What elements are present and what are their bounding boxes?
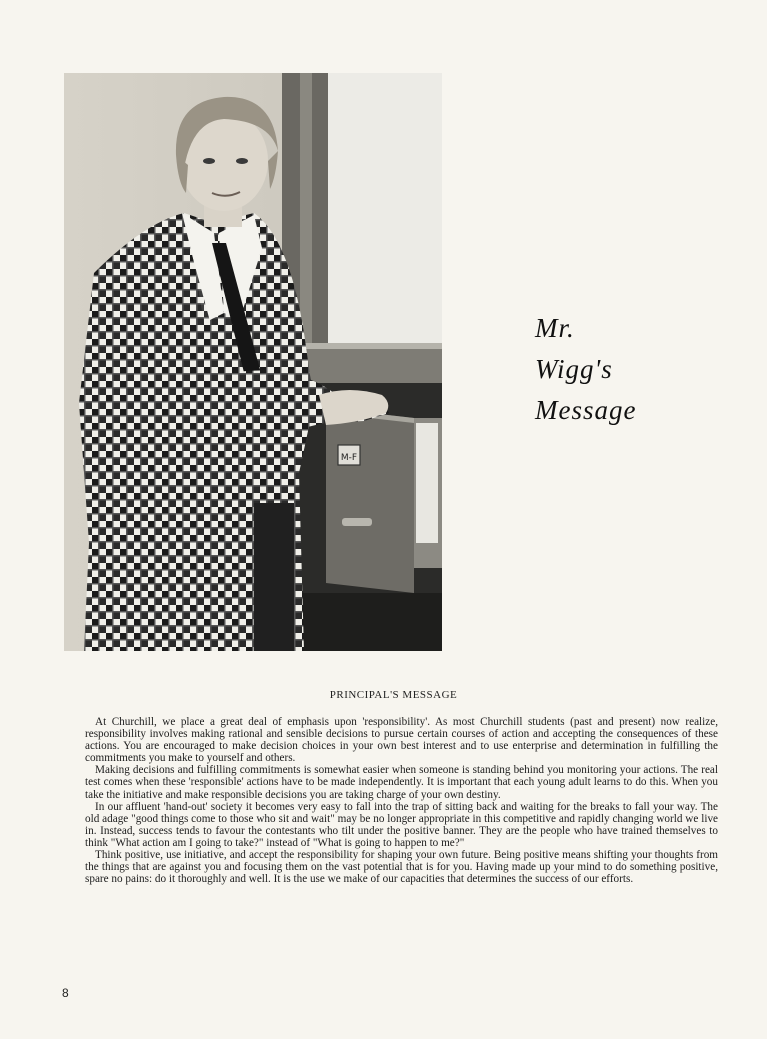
paragraph: At Churchill, we place a great deal of emphasis upon 'responsibility'. As most Churchill students (past and present) now realize, responsibility involves making rational and sensible decisions to pursue certain courses of action and accepting the consequences of these actions. You are encouraged to make decision choices in your own best interest and to use enterprise and determination in fulfilling the commitments you make to yourself and others. bbox=[85, 716, 718, 765]
paragraph: Think positive, use initiative, and accept the responsibility for shaping your own future. Being positive means shifting your thoughts from the things that are against you and focusing them on the vast potential that is for you. Having made up your mind to do something positive, spare no pains: do it thoroughly and well. It is the use we make of our capacities that determines the success of our efforts. bbox=[85, 849, 718, 886]
title-line-2: Wigg's bbox=[535, 354, 613, 384]
page-number: 8 bbox=[62, 986, 69, 1000]
paragraph: Making decisions and fulfilling commitments is somewhat easier when someone is standing behind you monitoring your actions. The real test comes when these 'responsible' actions have to be made independently. It is important that each young adult learns to do this. When you take the initiative and make responsible decisions you are taking charge of your own destiny. bbox=[85, 764, 718, 801]
title-line-1: Mr. bbox=[535, 313, 575, 343]
paragraph: In our affluent 'hand-out' society it becomes very easy to fall into the trap of sitting back and waiting for the breaks to fall your way. The old adage "good things come to those who sit and wait" may be no longer appropriate in this competitive and rapidly changing world we live in. Instead, success tends to favour the contestants who tilt under the positive banner. They are the people who have trained themselves to think "What action am I going to take?" instead of "What is going to happen to me?" bbox=[85, 800, 718, 849]
title-line-3: Message bbox=[535, 395, 637, 425]
section-heading: PRINCIPAL'S MESSAGE bbox=[329, 689, 458, 701]
message-body bbox=[85, 716, 718, 885]
page-title bbox=[535, 308, 636, 431]
portrait-photo bbox=[64, 73, 442, 651]
cabinet-label: M-F bbox=[340, 453, 358, 463]
